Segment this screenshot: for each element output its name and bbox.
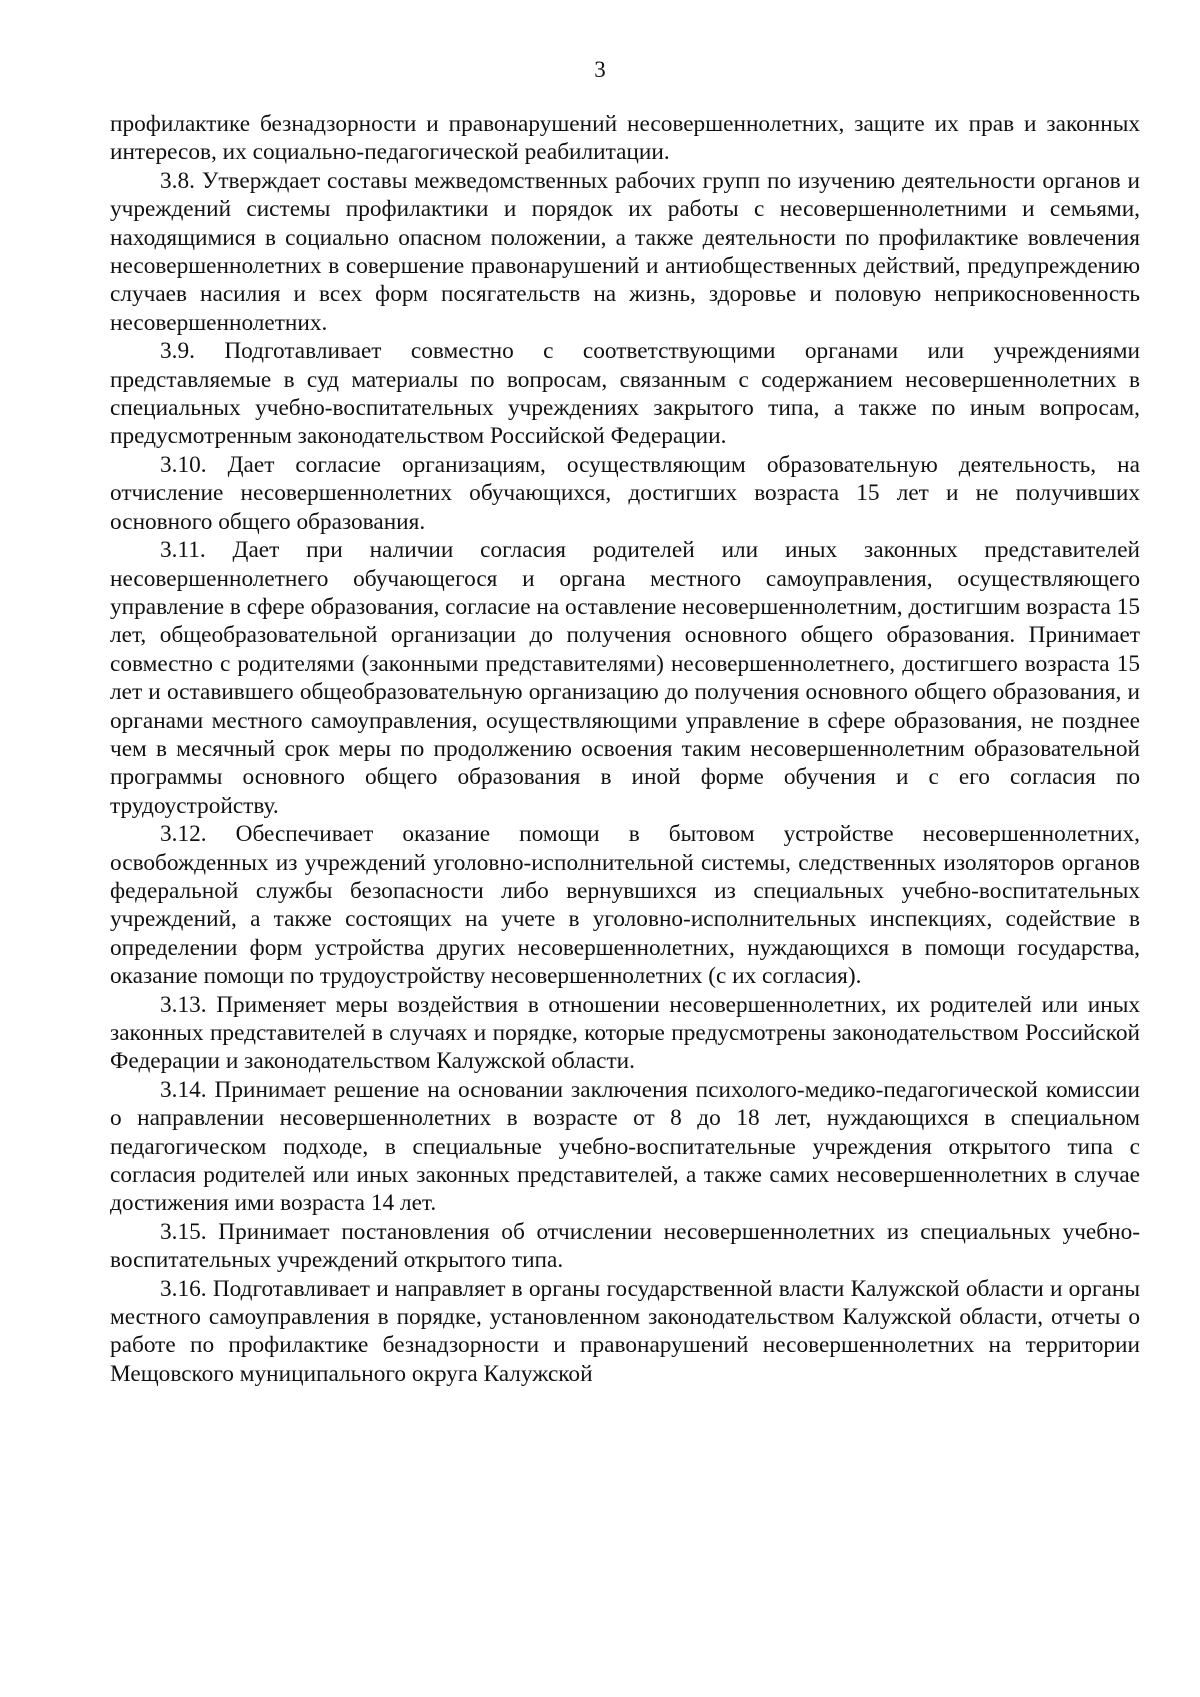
paragraph-3-11: 3.11. Дает при наличии согласия родителей или иных законных представителей несовершеннолетнего обучающегося и органа местного самоуправления, осуществляющего управление в сфере образования, согласие на оставление несовершеннолетним, достигшим возраста 15 лет, общеобразовательной организации до получения основного общего образования. Принимает совместно с родителями (законными представителями) несовершеннолетнего, достигшего возраста 15 лет и оставившего общеобразовательную организацию до получения основного общего образования, и органами местного самоуправления, осуществляющими управление в сфере образования, не позднее чем в месячный срок меры по продолжению освоения таким несовершеннолетним образовательной программы основного общего образования в иной форме обучения и с его согласия по трудоустройству. [110,537,1140,819]
document-body [110,110,1140,1388]
paragraph-continuation: профилактике безнадзорности и правонарушений несовершеннолетних, защите их прав и законных интересов, их социально-педагогической реабилитации. [110,111,1140,166]
page-number: 3 [594,57,606,82]
paragraph-3-14: 3.14. Принимает решение на основании заключения психолого-медико-педагогической комиссии о направлении несовершеннолетних в возрасте от 8 до 18 лет, нуждающихся в специальном педагогическом подходе, в специальные учебно-воспитательные учреждения открытого типа с согласия родителей или иных законных представителей, а также самих несовершеннолетних в случае достижения ими возраста 14 лет. [110,1076,1140,1217]
paragraph-3-16: 3.16. Подготавливает и направляет в органы государственной власти Калужской области и органы местного самоуправления в порядке, установленном законодательством Калужской области, отчеты о работе по профилактике безнадзорности и правонарушений несовершеннолетних на территории Мещовского муниципального округа Калужской [110,1275,1140,1387]
paragraph-3-13: 3.13. Применяет меры воздействия в отношении несовершеннолетних, их родителей или иных законных представителей в случаях и порядке, которые предусмотрены законодательством Российской Федерации и законодательством Калужской области. [110,991,1140,1075]
paragraph-3-10: 3.10. Дает согласие организациям, осуществляющим образовательную деятельность, на отчисление несовершеннолетних обучающихся, достигших возраста 15 лет и не получивших основного общего образования. [110,451,1140,535]
paragraph-3-9: 3.9. Подготавливает совместно с соответствующими органами или учреждениями представляемые в суд материалы по вопросам, связанным с содержанием несовершеннолетних в специальных учебно-воспитательных учреждениях закрытого типа, а также по иным вопросам, предусмотренным законодательством Российской Федерации. [110,338,1140,450]
paragraph-3-12: 3.12. Обеспечивает оказание помощи в бытовом устройстве несовершеннолетних, освобожденных из учреждений уголовно-исполнительной системы, следственных изоляторов органов федеральной службы безопасности либо вернувшихся из специальных учебно-воспитательных учреждений, а также состоящих на учете в уголовно-исполнительных инспекциях, содействие в определении форм устройства других несовершеннолетних, нуждающихся в помощи государства, оказание помощи по трудоустройству несовершеннолетних (с их согласия). [110,821,1140,990]
paragraph-3-8: 3.8. Утверждает составы межведомственных рабочих групп по изучению деятельности органов и учреждений системы профилактики и порядок их работы с несовершеннолетними и семьями, находящимися в социально опасном положении, а также деятельности по профилактике вовлечения несовершеннолетних в совершение правонарушений и антиобщественных действий, предупреждению случаев насилия и всех форм посягательств на жизнь, здоровье и половую неприкосновенность несовершеннолетних. [110,167,1140,336]
paragraph-3-15: 3.15. Принимает постановления об отчислении несовершеннолетних из специальных учебно-воспитательных учреждений открытого типа. [110,1218,1140,1274]
